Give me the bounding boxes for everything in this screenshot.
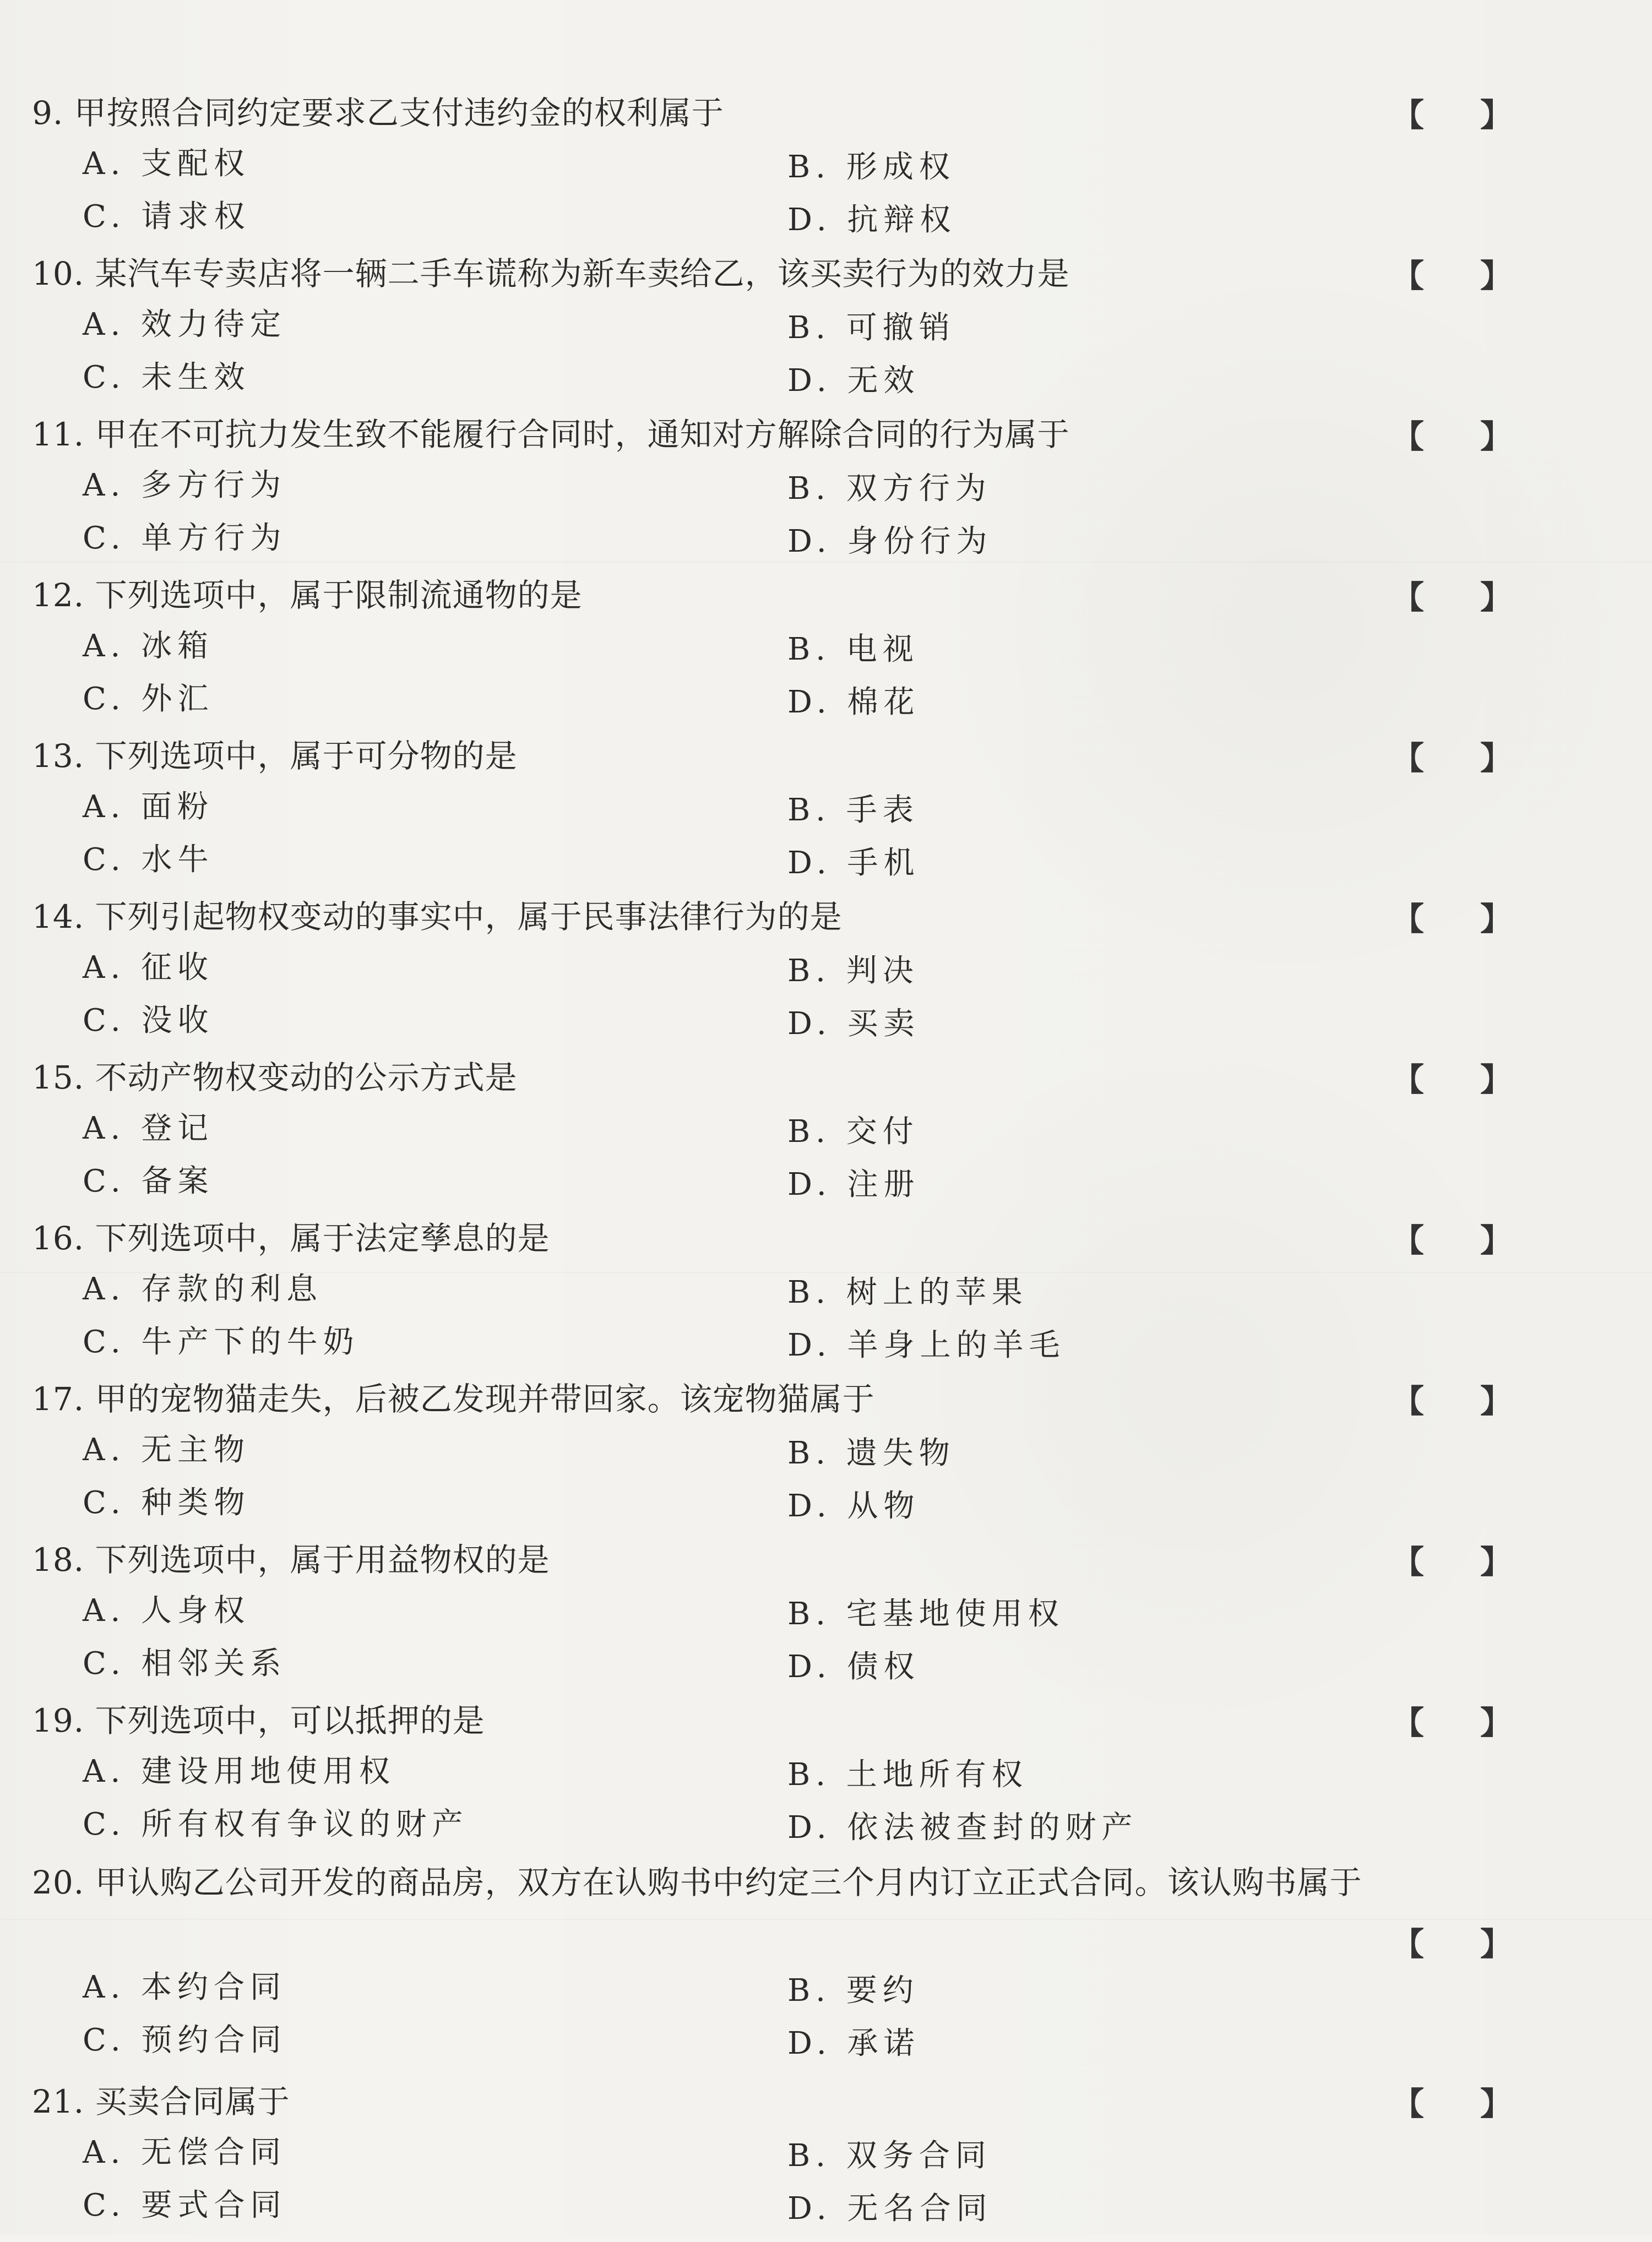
right-bracket: 】 bbox=[1480, 1543, 1513, 1581]
answer-bracket bbox=[1392, 1704, 1513, 1742]
question-19 bbox=[0, 1701, 1652, 1861]
option-a: A. 面粉 bbox=[83, 789, 214, 825]
left-bracket: 【 bbox=[1392, 1704, 1425, 1742]
option-b: B. 双务合同 bbox=[787, 2138, 992, 2174]
question-11 bbox=[0, 415, 1652, 575]
option-b: B. 遗失物 bbox=[787, 1435, 955, 1471]
left-bracket: 【 bbox=[1392, 257, 1425, 295]
option-d: D. 依法被查封的财产 bbox=[787, 1810, 1138, 1846]
right-bracket: 】 bbox=[1480, 1704, 1513, 1742]
option-b: B. 手表 bbox=[787, 792, 919, 828]
question-16 bbox=[0, 1219, 1652, 1379]
answer-bracket bbox=[1392, 578, 1513, 617]
option-a: A. 登记 bbox=[83, 1111, 214, 1146]
question-stem: 13. 下列选项中，属于可分物的是 bbox=[32, 737, 518, 775]
option-a: A. 无主物 bbox=[83, 1432, 251, 1468]
option-c: C. 未生效 bbox=[83, 360, 251, 395]
option-b: B. 宅基地使用权 bbox=[787, 1596, 1064, 1632]
option-d: D. 买卖 bbox=[787, 1006, 920, 1042]
right-bracket: 】 bbox=[1480, 1061, 1513, 1098]
question-18 bbox=[0, 1541, 1652, 1700]
question-stem: 21. 买卖合同属于 bbox=[32, 2083, 290, 2120]
question-9 bbox=[0, 94, 1652, 253]
question-21 bbox=[0, 2082, 1652, 2242]
option-d: D. 无效 bbox=[787, 363, 920, 399]
left-bracket: 【 bbox=[1392, 1383, 1425, 1420]
option-d: D. 注册 bbox=[787, 1167, 920, 1202]
option-c: C. 备案 bbox=[83, 1163, 214, 1199]
option-c: C. 牛产下的牛奶 bbox=[83, 1324, 360, 1360]
right-bracket: 】 bbox=[1480, 418, 1513, 455]
option-b: B. 电视 bbox=[787, 632, 919, 667]
left-bracket: 【 bbox=[1392, 579, 1425, 616]
option-c: C. 相邻关系 bbox=[83, 1646, 287, 1682]
question-stem: 12. 下列选项中，属于限制流通物的是 bbox=[32, 576, 583, 614]
left-bracket: 【 bbox=[1392, 900, 1425, 938]
option-a: A. 存款的利息 bbox=[83, 1271, 323, 1307]
option-c: C. 预约合同 bbox=[83, 2022, 287, 2058]
left-bracket: 【 bbox=[1392, 1543, 1425, 1581]
question-stem: 11. 甲在不可抗力发生致不能履行合同时，通知对方解除合同的行为属于 bbox=[32, 416, 1070, 453]
option-c: C. 要式合同 bbox=[83, 2187, 287, 2223]
left-bracket: 【 bbox=[1392, 1925, 1425, 1963]
right-bracket: 】 bbox=[1480, 739, 1513, 777]
option-d: D. 棉花 bbox=[787, 684, 920, 720]
option-d: D. 债权 bbox=[787, 1649, 920, 1685]
answer-bracket bbox=[1392, 739, 1513, 777]
option-c: C. 没收 bbox=[83, 1003, 214, 1038]
question-13 bbox=[0, 737, 1652, 896]
option-b: B. 判决 bbox=[787, 953, 919, 989]
question-17 bbox=[0, 1380, 1652, 1539]
option-b: B. 树上的苹果 bbox=[787, 1275, 1028, 1310]
option-c: C. 外汇 bbox=[83, 681, 214, 717]
option-a: A. 效力待定 bbox=[83, 307, 287, 342]
option-c: C. 水牛 bbox=[83, 842, 214, 878]
option-d: D. 承诺 bbox=[787, 2026, 920, 2061]
answer-bracket bbox=[1392, 417, 1513, 456]
option-b: B. 双方行为 bbox=[787, 471, 992, 507]
answer-bracket bbox=[1392, 1382, 1513, 1421]
question-12 bbox=[0, 576, 1652, 736]
option-b: B. 要约 bbox=[787, 1973, 919, 2009]
option-a: A. 建设用地使用权 bbox=[83, 1754, 396, 1789]
option-c: C. 单方行为 bbox=[83, 520, 287, 556]
question-stem: 15. 不动产物权变动的公示方式是 bbox=[32, 1059, 518, 1096]
question-10 bbox=[0, 254, 1652, 414]
answer-bracket bbox=[1392, 1543, 1513, 1581]
option-a: A. 多方行为 bbox=[83, 467, 287, 503]
option-b: B. 可撤销 bbox=[787, 310, 955, 346]
option-a: A. 人身权 bbox=[83, 1593, 251, 1629]
right-bracket: 】 bbox=[1480, 2085, 1513, 2123]
left-bracket: 【 bbox=[1392, 1061, 1425, 1098]
question-stem: 14. 下列引起物权变动的事实中，属于民事法律行为的是 bbox=[32, 898, 843, 935]
right-bracket: 】 bbox=[1480, 900, 1513, 938]
option-d: D. 手机 bbox=[787, 845, 920, 881]
option-b: B. 土地所有权 bbox=[787, 1757, 1028, 1793]
option-d: D. 无名合同 bbox=[787, 2191, 993, 2227]
left-bracket: 【 bbox=[1392, 2085, 1425, 2123]
answer-bracket bbox=[1392, 96, 1513, 134]
answer-bracket bbox=[1392, 1221, 1513, 1260]
question-stem: 20. 甲认购乙公司开发的商品房，双方在认购书中约定三个月内订立正式合同。该认购书属于 bbox=[32, 1864, 1362, 1901]
question-stem: 19. 下列选项中，可以抵押的是 bbox=[32, 1702, 485, 1739]
question-stem: 10. 某汽车专卖店将一辆二手车谎称为新车卖给乙，该买卖行为的效力是 bbox=[32, 255, 1070, 292]
option-a: A. 无偿合同 bbox=[83, 2135, 287, 2170]
question-14 bbox=[0, 897, 1652, 1057]
right-bracket: 】 bbox=[1480, 257, 1513, 295]
answer-bracket bbox=[1392, 900, 1513, 938]
option-c: C. 所有权有争议的财产 bbox=[83, 1806, 469, 1842]
option-a: A. 支配权 bbox=[83, 146, 251, 182]
right-bracket: 】 bbox=[1480, 1222, 1513, 1259]
option-d: D. 身份行为 bbox=[787, 524, 993, 559]
option-d: D. 从物 bbox=[787, 1488, 920, 1524]
option-b: B. 交付 bbox=[787, 1114, 919, 1150]
question-stem: 18. 下列选项中，属于用益物权的是 bbox=[32, 1541, 550, 1579]
left-bracket: 【 bbox=[1392, 739, 1425, 777]
answer-bracket bbox=[1392, 2085, 1513, 2123]
right-bracket: 】 bbox=[1480, 579, 1513, 616]
right-bracket: 】 bbox=[1480, 1383, 1513, 1420]
option-c: C. 请求权 bbox=[83, 199, 251, 235]
answer-bracket bbox=[1392, 1925, 1513, 1963]
option-a: A. 本约合同 bbox=[83, 1969, 287, 2005]
right-bracket: 】 bbox=[1480, 96, 1513, 134]
left-bracket: 【 bbox=[1392, 418, 1425, 455]
right-bracket: 】 bbox=[1480, 1925, 1513, 1963]
option-a: A. 冰箱 bbox=[83, 628, 214, 664]
option-d: D. 羊身上的羊毛 bbox=[787, 1327, 1066, 1363]
answer-bracket bbox=[1392, 1060, 1513, 1099]
question-stem: 17. 甲的宠物猫走失，后被乙发现并带回家。该宠物猫属于 bbox=[32, 1380, 875, 1418]
option-a: A. 征收 bbox=[83, 950, 214, 986]
option-d: D. 抗辩权 bbox=[787, 202, 957, 238]
left-bracket: 【 bbox=[1392, 96, 1425, 134]
question-20 bbox=[0, 1863, 1652, 2078]
question-15 bbox=[0, 1058, 1652, 1218]
question-stem: 9. 甲按照合同约定要求乙支付违约金的权利属于 bbox=[32, 94, 724, 132]
left-bracket: 【 bbox=[1392, 1222, 1425, 1259]
option-b: B. 形成权 bbox=[787, 149, 955, 185]
question-stem: 16. 下列选项中，属于法定孳息的是 bbox=[32, 1220, 550, 1257]
answer-bracket bbox=[1392, 257, 1513, 295]
option-c: C. 种类物 bbox=[83, 1485, 251, 1521]
